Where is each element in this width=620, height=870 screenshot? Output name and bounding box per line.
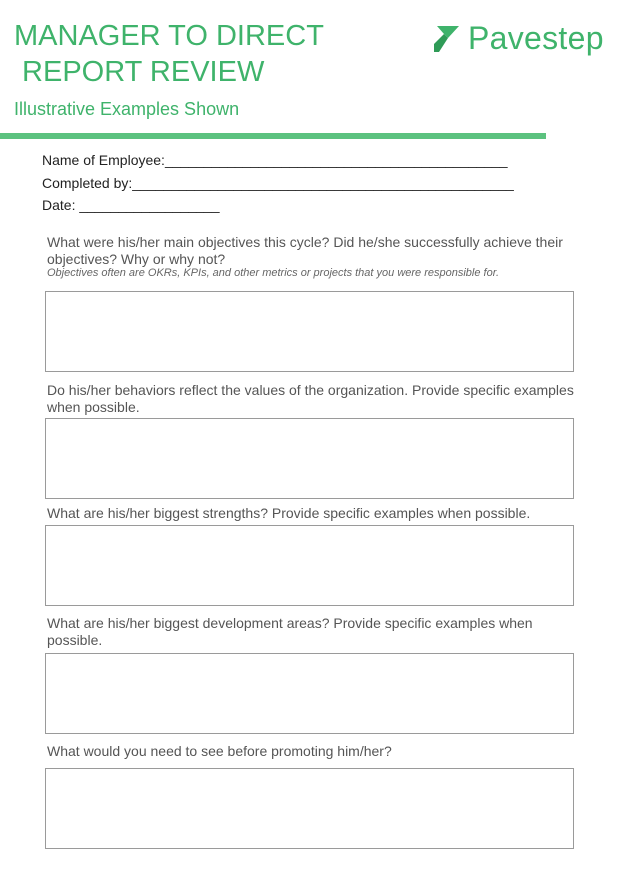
- page-title: MANAGER TO DIRECT REPORT REVIEW: [14, 20, 324, 88]
- answer-box-strengths[interactable]: [45, 525, 574, 606]
- page-subtitle: Illustrative Examples Shown: [14, 99, 240, 119]
- date-field[interactable]: Date: __________________: [42, 197, 220, 213]
- question-promotion: What would you need to see before promoting him/her?: [47, 743, 392, 759]
- answer-box-promotion[interactable]: [45, 768, 574, 849]
- question-values: Do his/her behaviors reflect the values of the organization. Provide specific examples when possible.: [47, 382, 574, 415]
- completed-by-field[interactable]: Completed by:_________________________________________________: [42, 175, 514, 191]
- answer-box-values[interactable]: [45, 418, 574, 499]
- question-objectives: What were his/her main objectives this cycle? Did he/she successfully achieve their objectives? Why or why not?: [47, 234, 563, 267]
- logo-wordmark: Pavestep: [468, 20, 604, 56]
- answer-box-objectives[interactable]: [45, 291, 574, 372]
- answer-box-development-areas[interactable]: [45, 653, 574, 734]
- question-objectives-hint: Objectives often are OKRs, KPIs, and other metrics or projects that you were responsible for.: [47, 267, 500, 279]
- pavestep-logo-icon: [434, 24, 462, 54]
- header-divider: [0, 133, 546, 139]
- question-development-areas: What are his/her biggest development areas? Provide specific examples when possible.: [47, 615, 533, 648]
- pavestep-logo: [434, 20, 604, 57]
- question-strengths: What are his/her biggest strengths? Provide specific examples when possible.: [47, 505, 531, 521]
- employee-name-field[interactable]: Name of Employee:____________________________________________: [42, 152, 508, 168]
